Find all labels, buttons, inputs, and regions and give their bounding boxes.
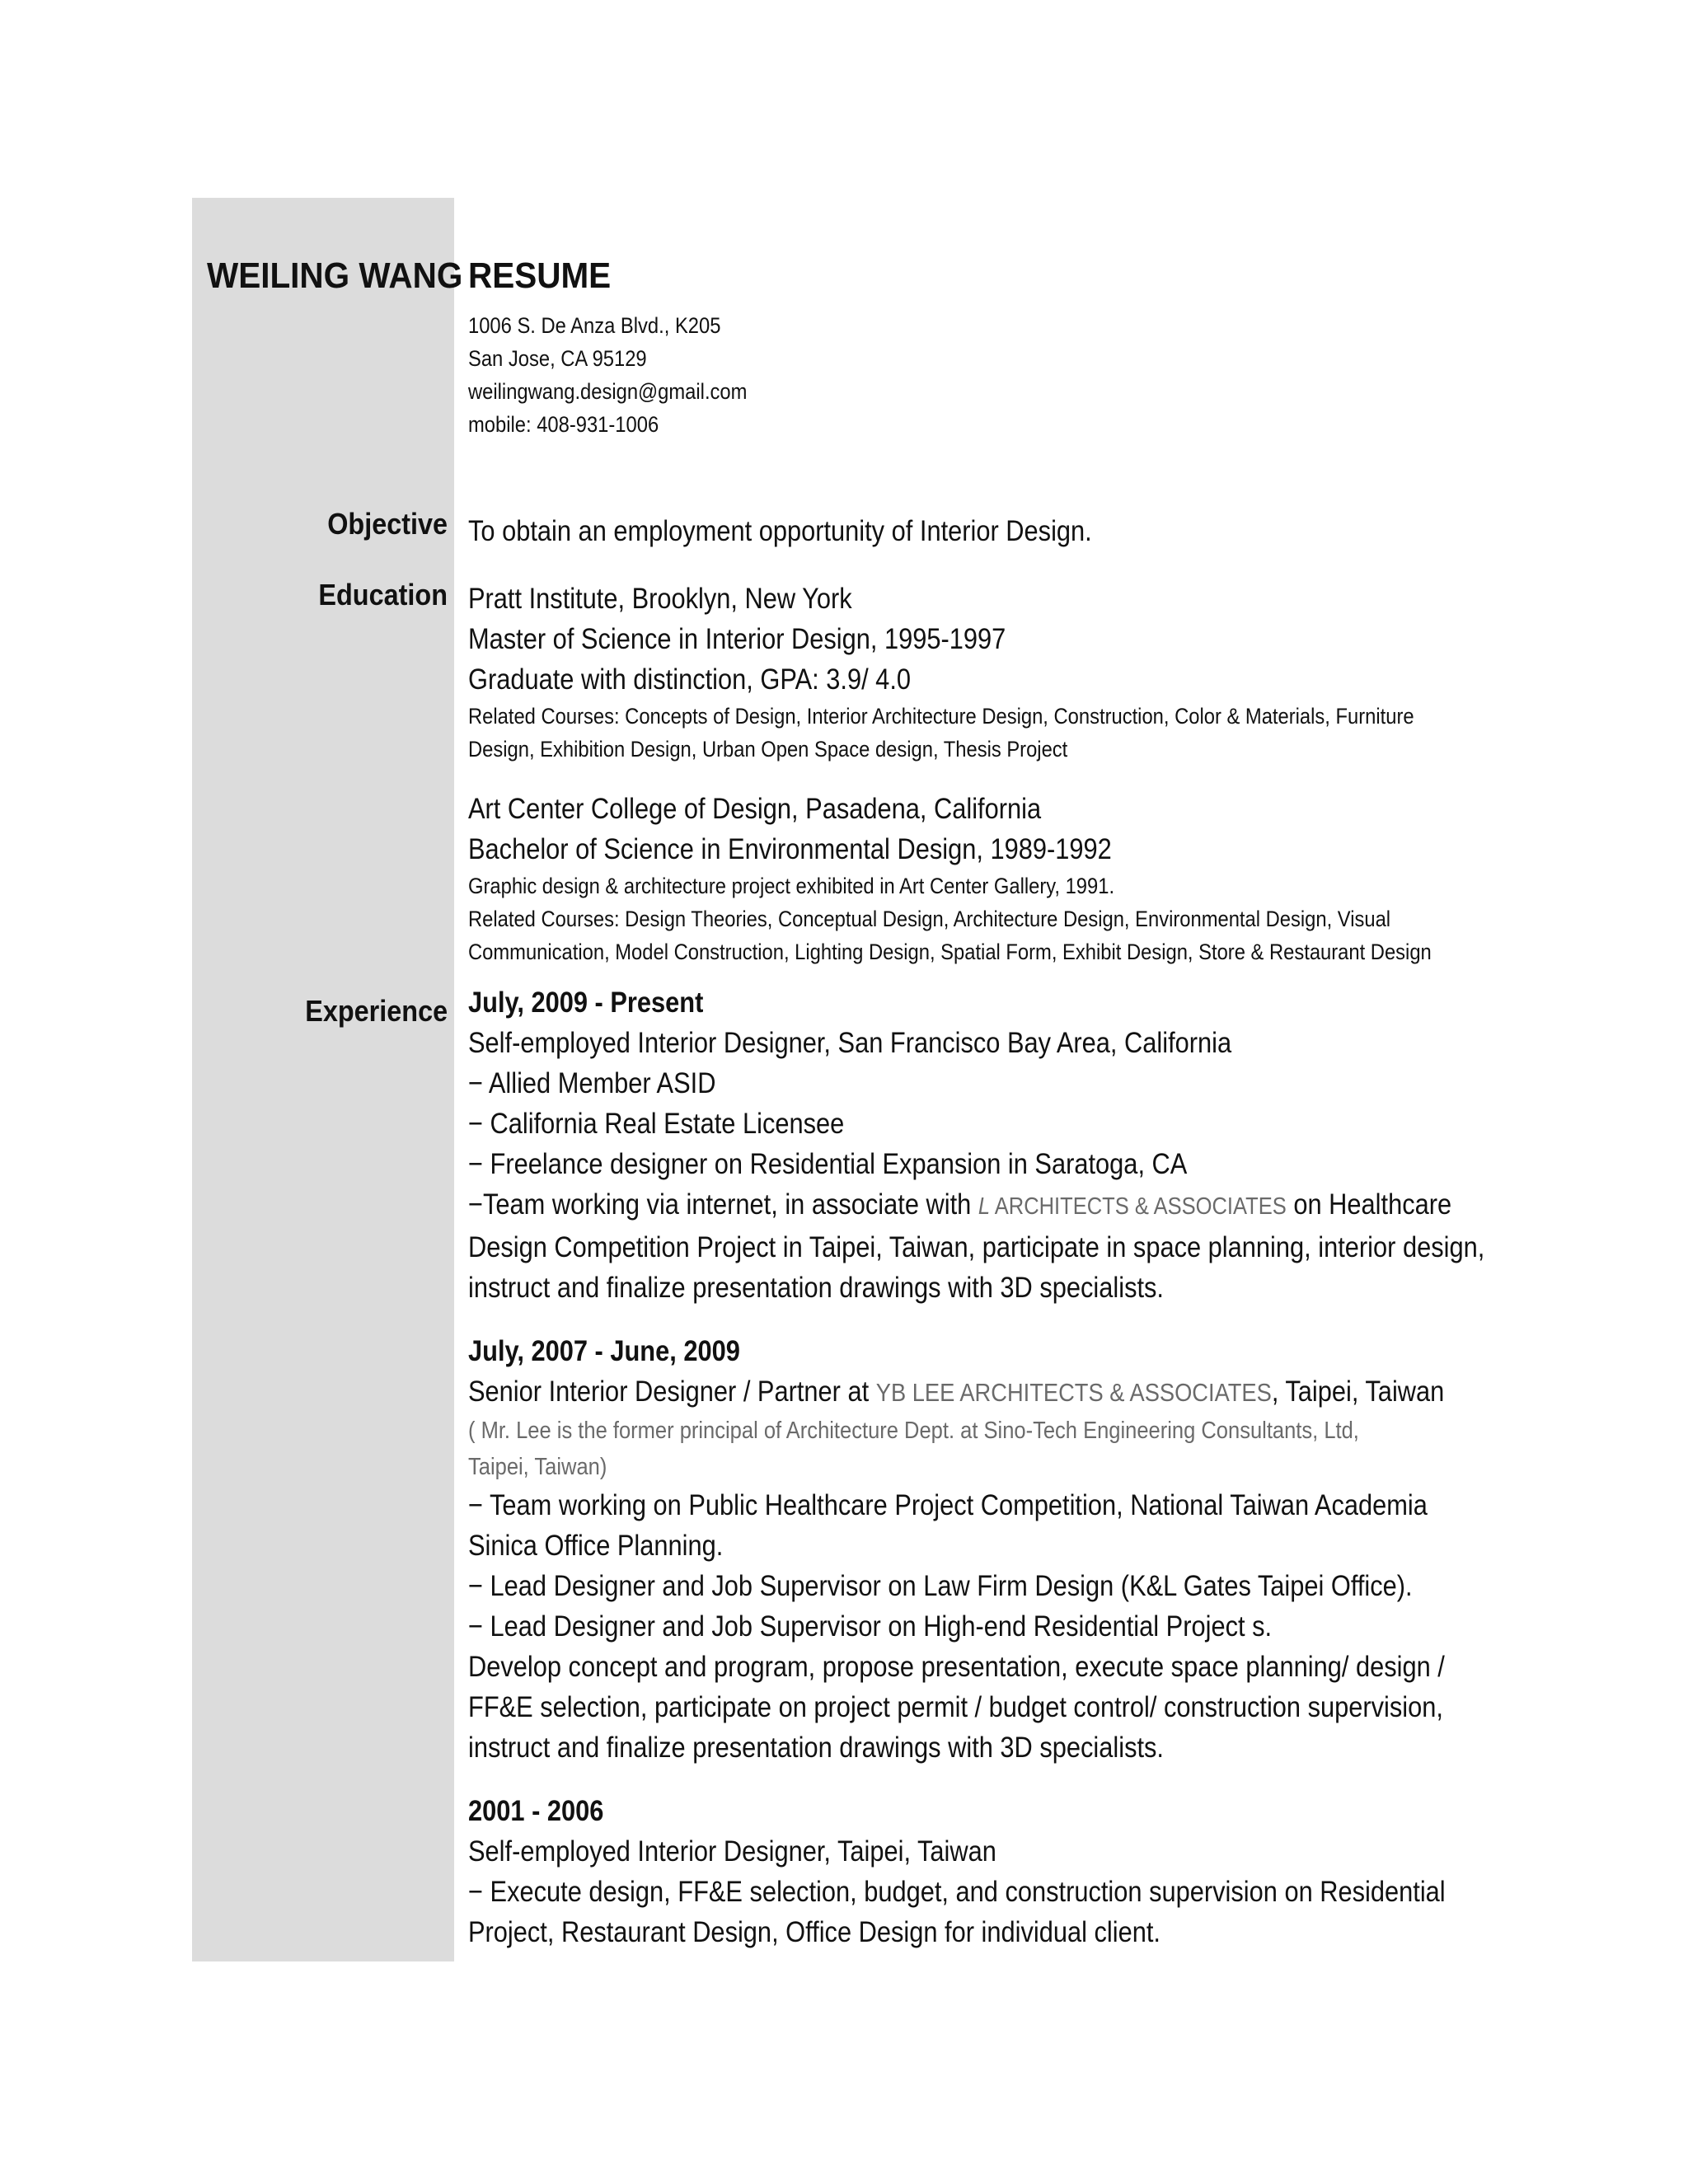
job-dates: July, 2007 - June, 2009 — [468, 1335, 740, 1367]
courses-line: Related Courses: Design Theories, Conceptual Design, Architecture Design, Environmental Design, Visual — [468, 907, 1391, 931]
job-bullet: − Allied Member ASID — [468, 1067, 716, 1099]
job-description: instruct and finalize presentation drawings with 3D specialists. — [468, 1732, 1165, 1764]
school-name: Art Center College of Design, Pasadena, California — [468, 793, 1042, 825]
document-title: RESUME — [468, 255, 612, 296]
address-line: 1006 S. De Anza Blvd., K205 — [468, 313, 721, 338]
experience-label: Experience — [305, 994, 448, 1028]
job-bullet — [468, 1184, 1452, 1227]
job-note: ( Mr. Lee is the former principal of Architecture Dept. at Sino-Tech Engineering Consultants, Ltd, — [468, 1418, 1359, 1444]
education-label: Education — [318, 578, 448, 612]
courses-line: Communication, Model Construction, Lighting Design, Spatial Form, Exhibit Design, Store & Restaurant Design — [468, 940, 1432, 964]
job-bullet: − California Real Estate Licensee — [468, 1108, 845, 1140]
school-name: Pratt Institute, Brooklyn, New York — [468, 583, 852, 615]
job-bullet-cont: instruct and finalize presentation drawings with 3D specialists. — [468, 1272, 1165, 1304]
job-bullet: − Freelance designer on Residential Expansion in Saratoga, CA — [468, 1148, 1188, 1180]
job-bullet-cont: Project, Restaurant Design, Office Design for individual client. — [468, 1916, 1161, 1948]
job-bullet-cont: Design Competition Project in Taipei, Taiwan, participate in space planning, interior design, — [468, 1231, 1485, 1263]
phone-line: mobile: 408-931-1006 — [468, 412, 659, 437]
firm-name: L ARCHITECTS & ASSOCIATES — [978, 1193, 1287, 1220]
bullet-text: on Healthcare — [1286, 1188, 1452, 1221]
firm-name: YB LEE ARCHITECTS & ASSOCIATES — [875, 1378, 1272, 1407]
job-dates: July, 2009 - Present — [468, 987, 704, 1019]
job-bullet: − Lead Designer and Job Supervisor on High-end Residential Project s. — [468, 1610, 1273, 1643]
sidebar-panel — [192, 198, 454, 1961]
applicant-name: WEILING WANG — [207, 255, 463, 296]
objective-label: Objective — [327, 507, 448, 541]
honors-line: Graduate with distinction, GPA: 3.9/ 4.0 — [468, 663, 912, 696]
job-bullet: − Execute design, FF&E selection, budget, and construction supervision on Residential — [468, 1876, 1446, 1908]
education-section — [468, 579, 1490, 968]
role-text: Senior Interior Designer / Partner at — [468, 1376, 876, 1408]
degree-line: Master of Science in Interior Design, 1995-1997 — [468, 623, 1006, 655]
email-line: weilingwang.design@gmail.com — [468, 379, 748, 404]
role-text: , Taipei, Taiwan — [1271, 1376, 1445, 1408]
courses-line: Design, Exhibition Design, Urban Open Space design, Thesis Project — [468, 737, 1068, 762]
job-bullet-cont: Sinica Office Planning. — [468, 1530, 724, 1562]
job-dates: 2001 - 2006 — [468, 1795, 604, 1827]
job-note: Taipei, Taiwan) — [468, 1454, 607, 1480]
experience-section — [468, 982, 1490, 1952]
city-line: San Jose, CA 95129 — [468, 346, 647, 371]
job-role: Self-employed Interior Designer, Taipei, Taiwan — [468, 1835, 996, 1868]
job-description: Develop concept and program, propose presentation, execute space planning/ design / — [468, 1651, 1445, 1683]
objective-text: To obtain an employment opportunity of Interior Design. — [468, 515, 1092, 547]
job-bullet: − Team working on Public Healthcare Project Competition, National Taiwan Academia — [468, 1489, 1428, 1521]
job-role — [468, 1371, 1445, 1413]
degree-line: Bachelor of Science in Environmental Design, 1989-1992 — [468, 833, 1112, 865]
exhibit-line: Graphic design & architecture project exhibited in Art Center Gallery, 1991. — [468, 874, 1115, 898]
job-role: Self-employed Interior Designer, San Francisco Bay Area, California — [468, 1027, 1232, 1059]
bullet-text: −Team working via internet, in associate with — [468, 1188, 978, 1221]
contact-block — [468, 309, 1490, 441]
job-description: FF&E selection, participate on project permit / budget control/ construction supervision, — [468, 1691, 1443, 1723]
objective-section — [468, 511, 1490, 551]
courses-line: Related Courses: Concepts of Design, Interior Architecture Design, Construction, Color & Materials, Furniture — [468, 704, 1414, 729]
job-bullet: − Lead Designer and Job Supervisor on Law Firm Design (K&L Gates Taipei Office). — [468, 1570, 1413, 1602]
